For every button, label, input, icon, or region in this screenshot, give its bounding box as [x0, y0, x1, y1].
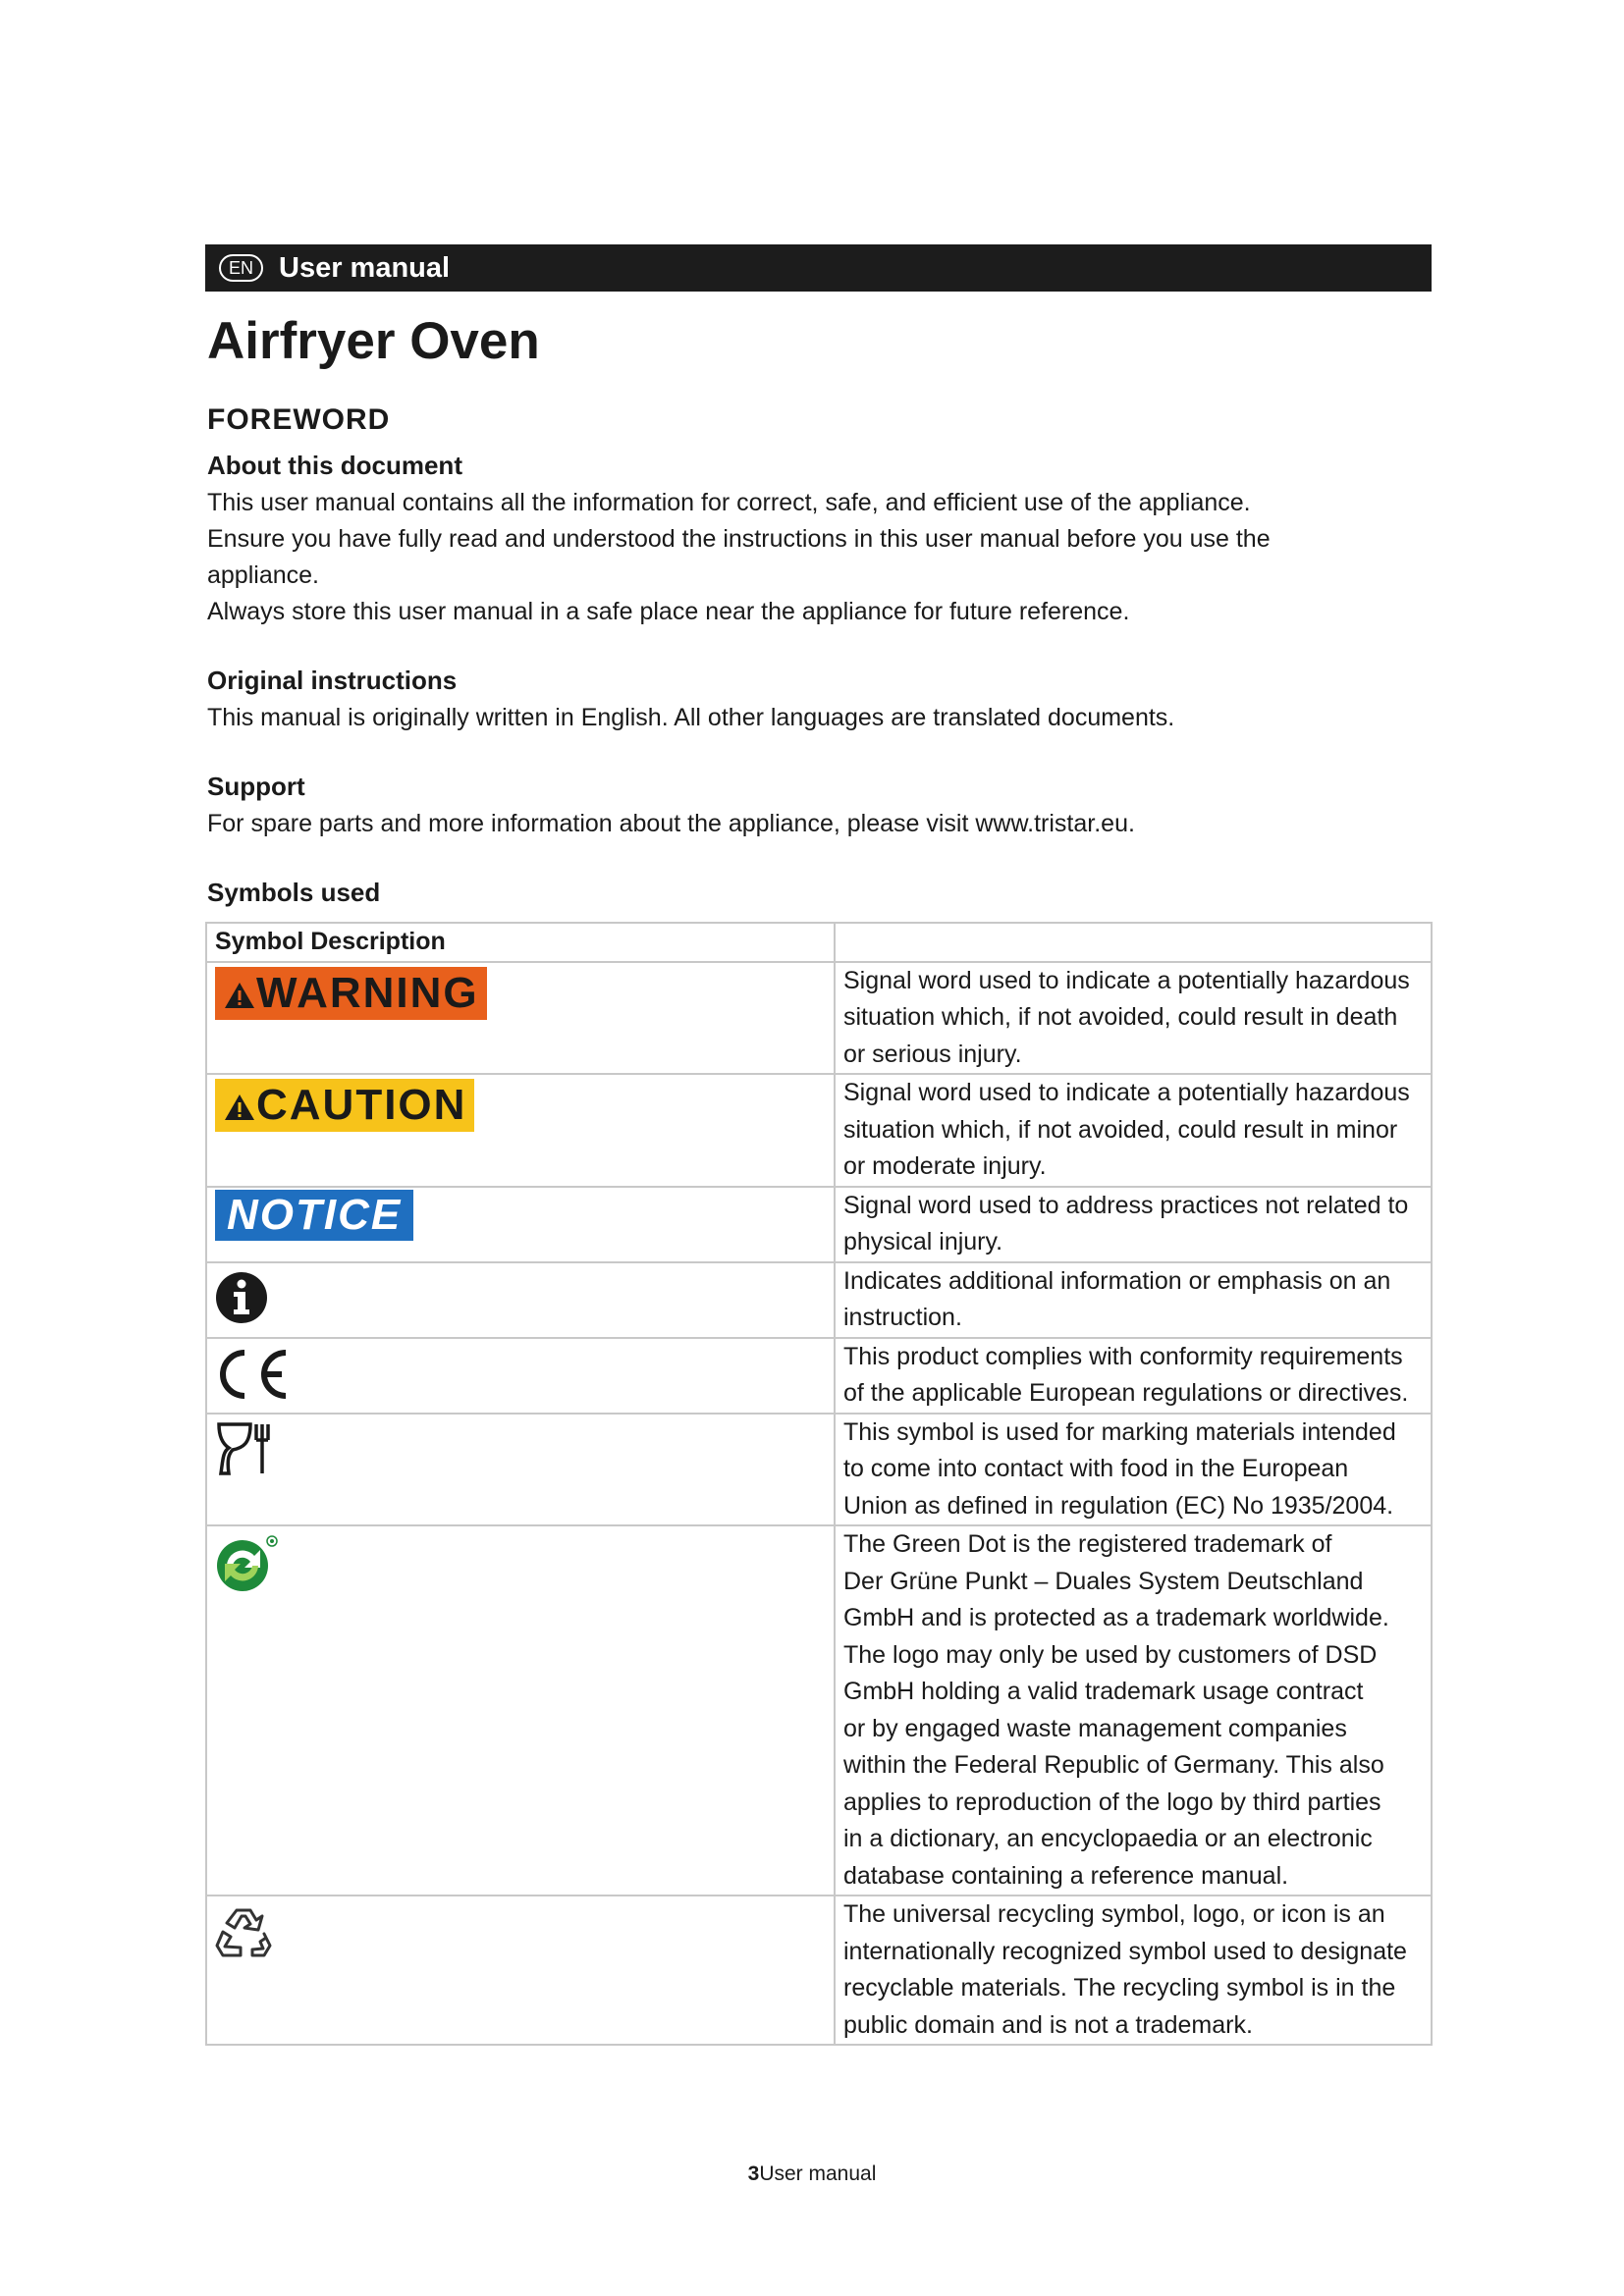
- caution-triangle-icon: [223, 1093, 256, 1122]
- support-heading: Support: [207, 772, 305, 802]
- foreword-heading: FOREWORD: [207, 403, 391, 437]
- notice-sign: NOTICE: [215, 1190, 413, 1241]
- language-badge: EN: [219, 254, 263, 282]
- table-row-description: This product complies with conformity requirements of the applicable European regulations or directives.: [835, 1338, 1432, 1414]
- table-row: [206, 962, 1432, 1075]
- table-row: [206, 1074, 1432, 1187]
- table-row-description: Signal word used to address practices not related to physical injury.: [835, 1187, 1432, 1262]
- manual-page: [205, 244, 1432, 2046]
- warning-triangle-icon: [223, 981, 256, 1010]
- table-row-description: The Green Dot is the registered trademark of Der Grüne Punkt – Duales System Deutschland GmbH and is protected as a trademark worldwide. The logo may only be used by customers of DSD GmbH holding a valid trademark usage contract or by engaged waste management companies within the Federal Republic of Germany. This also applies to reproduction of the logo by third parties in a dictionary, an encyclopaedia or an electronic database containing a reference manual.: [835, 1525, 1432, 1896]
- page-footer: [0, 2163, 1624, 2186]
- about-heading: About this document: [207, 451, 462, 481]
- table-row: [206, 1187, 1432, 1262]
- original-text: This manual is originally written in English. All other languages are translated documents.: [207, 704, 1175, 732]
- table-row-description: Indicates additional information or emphasis on an instruction.: [835, 1262, 1432, 1338]
- footer-label: User manual: [759, 2163, 877, 2185]
- food-contact-icon: [215, 1420, 274, 1477]
- table-row-description: The universal recycling symbol, logo, or icon is an internationally recognized symbol used to designate recyclable materials. The recycling symbol is in the public domain and is not a trademark.: [835, 1896, 1432, 2045]
- info-icon: [215, 1271, 268, 1324]
- symbols-heading: Symbols used: [207, 878, 381, 908]
- recycling-icon: [215, 1904, 272, 1959]
- document-title: Airfryer Oven: [207, 312, 540, 370]
- header-bar: [205, 244, 1432, 292]
- table-row-description: Signal word used to indicate a potentially hazardous situation which, if not avoided, could result in death or serious injury.: [835, 962, 1432, 1075]
- symbols-table: [205, 922, 1433, 2046]
- green-dot-icon: [215, 1534, 280, 1593]
- support-text: For spare parts and more information about the appliance, please visit www.tristar.eu.: [207, 810, 1135, 838]
- header-title: User manual: [279, 251, 451, 284]
- table-row: [206, 1338, 1432, 1414]
- table-row-description: Signal word used to indicate a potentially hazardous situation which, if not avoided, could result in minor or moderate injury.: [835, 1074, 1432, 1187]
- caution-sign: CAUTION: [215, 1079, 474, 1132]
- table-row: [206, 1262, 1432, 1338]
- table-row: [206, 1896, 1432, 2045]
- table-row: [206, 1414, 1432, 1526]
- table-header-cell: Symbol Description: [206, 923, 835, 962]
- original-heading: Original instructions: [207, 666, 458, 696]
- ce-mark-icon: [215, 1347, 294, 1402]
- table-row: [206, 1525, 1432, 1896]
- table-header-row: [206, 923, 1432, 962]
- about-text: This user manual contains all the information for correct, safe, and efficient use of the appliance. Ensure you have fully read and understood the instructions in this user manual before you use the appliance. Always store this user manual in a safe place near the appliance for future reference.: [207, 489, 1271, 626]
- warning-sign: WARNING: [215, 967, 487, 1020]
- page-number: 3: [747, 2163, 760, 2185]
- table-row-description: This symbol is used for marking materials intended to come into contact with food in the European Union as defined in regulation (EC) No 1935/2004.: [835, 1414, 1432, 1526]
